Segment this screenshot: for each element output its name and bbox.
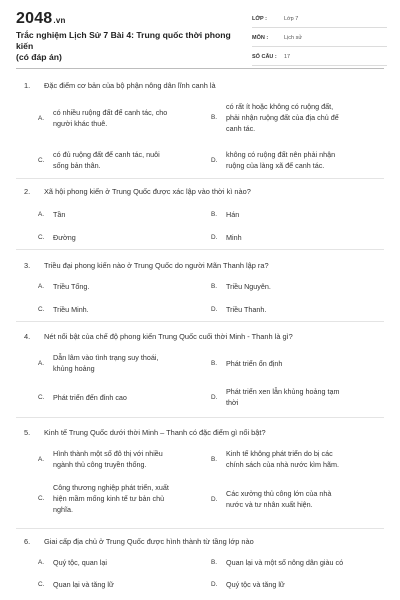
option-letter: A. <box>38 559 45 566</box>
option-text <box>226 149 335 171</box>
question-number: 1. <box>24 81 31 90</box>
question-number: 5. <box>24 428 31 437</box>
option-text <box>53 557 107 568</box>
meta-label: SỐ CÂU : <box>252 54 277 60</box>
site-logo[interactable] <box>16 10 66 28</box>
option-text <box>226 557 343 568</box>
meta-label: LỚP : <box>252 16 267 22</box>
option-text-line: Hình thành một số đô thị với nhiều <box>53 449 163 458</box>
option-letter: D. <box>211 394 218 401</box>
meta-row-question-count <box>252 51 387 66</box>
option-letter: B. <box>211 283 218 290</box>
option-text-line: Kinh tế không phát triển do bị các <box>226 449 333 458</box>
option-text-line: Quan lại và tăng lữ <box>53 580 114 589</box>
option-text <box>53 107 167 129</box>
option-text-line: phải nhận ruộng đất của địa chủ để <box>226 113 339 122</box>
option-text-line: nghĩa. <box>53 505 73 514</box>
option-text-line: sống bản thân. <box>53 161 101 170</box>
option-letter: B. <box>211 559 218 566</box>
option-letter: D. <box>211 306 218 313</box>
option-text-line: khủng hoảng <box>53 364 95 373</box>
option-text-line: chính sách của nhà nước kìm hãm. <box>226 460 339 469</box>
option-text-line: ruộng của làng xã để canh tác. <box>226 161 325 170</box>
question-2 <box>16 185 384 250</box>
question-text <box>24 81 216 90</box>
meta-value: Lớp 7 <box>284 16 299 22</box>
meta-label: MÔN : <box>252 35 269 41</box>
page-title-line: Trắc nghiệm Lịch Sử 7 Bài 4: Trung quốc thời phong kiến <box>16 30 231 51</box>
option-text-line: Minh <box>226 233 242 242</box>
question-1 <box>16 79 384 179</box>
question-prompt: Giai cấp địa chủ ở Trung Quốc được hình thành từ tầng lớp nào <box>44 537 254 546</box>
option-letter: C. <box>38 157 45 164</box>
option-text <box>53 352 158 374</box>
question-4 <box>16 330 384 418</box>
option-text-line: có nhiều ruộng đất để canh tác, cho <box>53 108 168 117</box>
option-text-line: ngành thủ công truyền thống. <box>53 460 147 469</box>
option-text-line: Phát triển ổn định <box>226 359 283 368</box>
option-letter: A. <box>38 360 45 367</box>
meta-row-class <box>252 13 387 28</box>
page-title-line: (có đáp án) <box>16 52 62 62</box>
question-text <box>24 428 266 437</box>
option-text <box>53 149 160 171</box>
option-text-line: Các xưởng thủ công lớn của nhà <box>226 489 332 498</box>
option-text-line: có đủ ruộng đất để canh tác, nuôi <box>53 150 160 159</box>
header-divider <box>16 68 384 69</box>
option-text-line: Quý tộc, quan lại <box>53 558 107 567</box>
option-text <box>226 579 285 590</box>
question-number: 4. <box>24 332 31 341</box>
option-text-line: Đường <box>53 233 76 242</box>
option-letter: A. <box>38 456 45 463</box>
option-letter: C. <box>38 234 45 241</box>
option-letter: D. <box>211 581 218 588</box>
option-text-line: Phát triển đến đỉnh cao <box>53 393 127 402</box>
question-prompt: Triều đại phong kiến nào ở Trung Quốc do người Mãn Thanh lập ra? <box>44 261 269 270</box>
option-text-line: người khác thuê. <box>53 119 108 128</box>
option-text <box>226 101 339 134</box>
option-text-line: Hán <box>226 210 240 219</box>
quiz-meta-info <box>252 13 387 70</box>
option-letter: C. <box>38 394 45 401</box>
option-text-line: Triều Minh. <box>53 305 89 314</box>
option-letter: D. <box>211 234 218 241</box>
option-text <box>53 448 163 470</box>
question-number: 2. <box>24 187 31 196</box>
option-text-line: Công thương nghiệp phát triển, xuất <box>53 483 169 492</box>
question-number: 3. <box>24 261 31 270</box>
option-text <box>226 232 242 243</box>
question-6 <box>16 535 384 599</box>
option-text <box>53 579 114 590</box>
option-text-line: Triều Thanh. <box>226 305 267 314</box>
question-text <box>24 332 293 341</box>
option-text <box>226 304 266 315</box>
meta-value: Lịch sử <box>284 35 303 41</box>
option-text-line: Quý tộc và tăng lữ <box>226 580 285 589</box>
logo-main-text: 2048 <box>16 10 53 27</box>
option-text-line: Tần <box>53 210 66 219</box>
question-prompt: Xã hội phong kiến ở Trung Quốc được xác lập vào thời kì nào? <box>44 187 251 196</box>
question-text <box>24 537 254 546</box>
option-text-line: không có ruộng đất nên phải nhận <box>226 150 336 159</box>
option-text <box>53 281 89 292</box>
logo-domain-text: .vn <box>53 16 66 25</box>
option-text-line: Quan lại và một số nông dân giàu có <box>226 558 344 567</box>
option-letter: D. <box>211 496 218 503</box>
option-text-line: có rất ít hoặc không có ruộng đất, <box>226 102 334 111</box>
option-letter: B. <box>211 360 218 367</box>
option-letter: C. <box>38 581 45 588</box>
page-title <box>16 30 231 63</box>
question-prompt: Nét nổi bật của chế độ phong kiến Trung Quốc cuối thời Minh - Thanh là gì? <box>44 332 293 341</box>
question-text <box>24 261 269 270</box>
option-text <box>53 482 169 515</box>
option-text <box>53 232 76 243</box>
option-letter: B. <box>211 114 218 121</box>
option-letter: C. <box>38 306 45 313</box>
option-text <box>53 392 127 403</box>
option-text <box>226 448 339 470</box>
option-letter: A. <box>38 115 45 122</box>
page-header <box>0 0 400 68</box>
option-text-line: Triều Tống. <box>53 282 90 291</box>
option-text <box>226 281 271 292</box>
option-text-line: Dẫn lâm vào tình trạng suy thoái, <box>53 353 159 362</box>
option-letter: B. <box>211 456 218 463</box>
question-text <box>24 187 251 196</box>
option-text-line: hiện mầm mống kinh tế tư bản chủ <box>53 494 165 503</box>
question-prompt: Đặc điểm cơ bản của bộ phận nông dân lĩnh canh là <box>44 81 216 90</box>
question-5 <box>16 426 384 529</box>
option-text <box>53 304 89 315</box>
option-text-line: Triều Nguyên. <box>226 282 271 291</box>
option-text-line: nước và tư nhân xuất hiện. <box>226 500 313 509</box>
option-text-line: Phát triển xen lẫn khủng hoảng tạm <box>226 387 340 396</box>
option-letter: A. <box>38 283 45 290</box>
option-letter: B. <box>211 211 218 218</box>
question-number: 6. <box>24 537 31 546</box>
option-letter: C. <box>38 495 45 502</box>
option-letter: D. <box>211 157 218 164</box>
option-text <box>226 386 339 408</box>
question-3 <box>16 259 384 322</box>
option-text <box>53 209 65 220</box>
question-prompt: Kinh tế Trung Quốc dưới thời Minh – Thanh có đặc điểm gì nổi bật? <box>44 428 266 437</box>
meta-row-subject <box>252 32 387 47</box>
option-text <box>226 488 331 510</box>
option-text <box>226 358 282 369</box>
option-text-line: canh tác. <box>226 124 256 133</box>
meta-value: 17 <box>284 54 291 60</box>
option-text-line: thời <box>226 398 239 407</box>
option-text <box>226 209 239 220</box>
option-letter: A. <box>38 211 45 218</box>
